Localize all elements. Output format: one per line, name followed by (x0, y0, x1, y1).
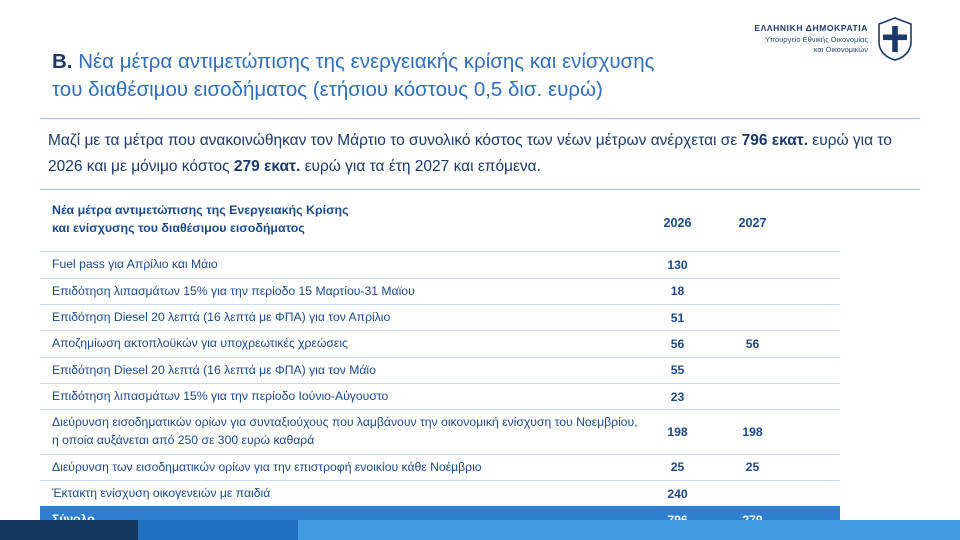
table-row (40, 454, 840, 480)
intro-bold-2: 279 εκατ. (233, 158, 301, 176)
footer-bar-mid (138, 520, 298, 540)
row-description: Διεύρυνση των εισοδηματικών ορίων για την επιστροφή ενοικίου κάθε Νοέμβριο (52, 459, 482, 474)
intro-part-2: ευρώ για το 2026 και με μόνιμο κόστος (48, 132, 892, 176)
row-value-2026: 51 (670, 310, 685, 325)
intro-part-3: ευρώ για τα έτη 2027 και επόμενα. (300, 158, 541, 176)
divider-top (40, 118, 920, 119)
row-value-2026: 18 (670, 284, 685, 299)
row-description: Επιδότηση Diesel 20 λεπτά (16 λεπτά με ΦΠΑ) για τον Μάϊο (52, 362, 376, 377)
emblem-title: ΕΛΛΗΝΙΚΗ ΔΗΜΟΚΡΑΤΙΑ (754, 23, 868, 34)
row-description: Έκτακτη ενίσχυση οικογενειών με παιδιά (52, 485, 271, 500)
intro-part-1: Μαζί με τα μέτρα που ανακοινώθηκαν τον Μάρτιο το συνολικό κόστος των νέων μέτρων ανέρχεται σε (48, 132, 742, 149)
column-header-2026: 2026 (663, 216, 692, 230)
emblem-subtitle-line2: και Οικονομικών (813, 44, 868, 54)
page-title (52, 48, 832, 105)
title-line-1 (52, 48, 832, 76)
row-description: Διεύρυνση εισοδηματικών ορίων για συνταξιούχους που λαμβάνουν την οικονομική ενίσχυση του Νοεμβρίου, η οποία αυξάνεται από 250 σε 300 ευρώ καθαρά (52, 415, 638, 447)
column-header-description-line1: Νέα μέτρα αντιμετώπισης της Ενεργειακής Κρίσης (52, 203, 349, 217)
table-row (40, 330, 840, 356)
row-value-2026: 130 (667, 257, 688, 272)
row-description: Αποζημίωση ακτοπλοϋκών για υποχρεωτικές χρεώσεις (52, 336, 348, 351)
title-letter: Β. (52, 50, 73, 73)
row-description: Επιδότηση λιπασμάτων 15% για την περίοδο Ιούνιο-Αύγουστο (52, 388, 389, 403)
row-value-2026: 240 (667, 486, 688, 501)
divider-bottom (40, 189, 920, 190)
row-value-2026: 198 (667, 424, 688, 439)
row-value-2026: 23 (670, 389, 685, 404)
table-row (40, 480, 840, 506)
row-value-2027: 56 (745, 336, 760, 351)
column-header-description-line2: και ενίσχυσης του διαθέσιμου εισοδήματος (52, 220, 305, 235)
footer-bar-dark (0, 520, 138, 540)
row-value-2027: 25 (745, 460, 760, 475)
row-value-2026: 55 (670, 363, 685, 378)
table-header (40, 196, 840, 251)
row-value-2027: 198 (742, 424, 763, 439)
row-description: Επιδότηση Diesel 20 λεπτά (16 λεπτά με ΦΠΑ) για τον Απρίλιο (52, 309, 391, 324)
row-description: Επιδότηση λιπασμάτων 15% για την περίοδο 15 Μαρτίου-31 Μαϊου (52, 283, 415, 298)
row-value-2026: 56 (670, 336, 685, 351)
intro-paragraph (48, 128, 918, 180)
title-line-2: του διαθέσιμου εισοδήματος (ετήσιου κόστους 0,5 δισ. ευρώ) (52, 78, 603, 102)
emblem-subtitle-line1: Υπουργείο Εθνικής Οικονομίας (764, 34, 868, 44)
title-text-1: Νέα μέτρα αντιμετώπισης της ενεργειακής κρίσης και ενίσχυσης (78, 50, 655, 73)
row-description: Fuel pass για Απρίλιο και Μάιο (52, 257, 218, 272)
table-row (40, 357, 840, 383)
table-row (40, 409, 840, 453)
column-header-description (40, 202, 640, 237)
table-row (40, 251, 840, 277)
table-row (40, 278, 840, 304)
measures-table (40, 196, 840, 533)
table-row (40, 383, 840, 409)
column-header-2027: 2027 (738, 216, 767, 230)
table-row (40, 304, 840, 330)
footer-bar-light (298, 520, 960, 540)
row-value-2026: 25 (670, 460, 685, 475)
greek-coat-of-arms-icon (876, 16, 914, 62)
intro-bold-1: 796 εκατ. (741, 132, 808, 149)
